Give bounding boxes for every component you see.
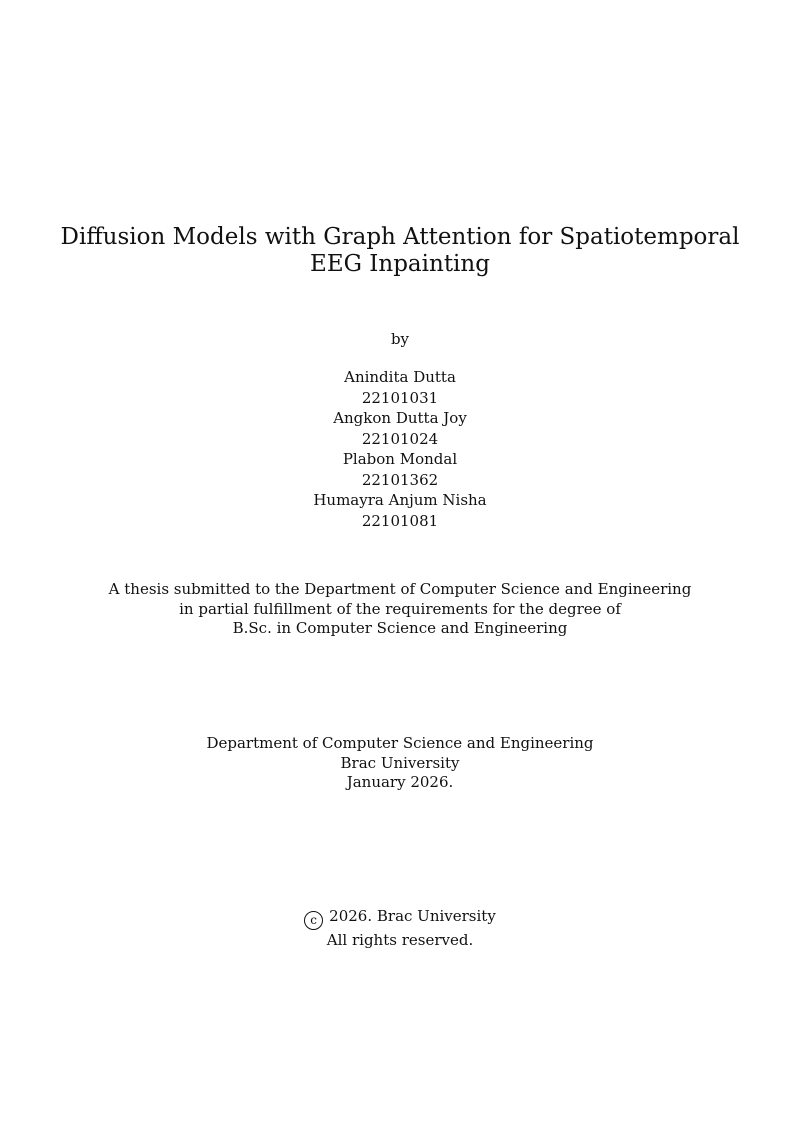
author-name: Humayra Anjum Nisha [313,491,487,509]
copyright-notice-line [0,906,800,930]
by-label: by [390,330,410,348]
copyright-notice: 2026. Brac University [329,907,496,925]
rights-reserved: All rights reserved. [326,931,474,949]
author-id: 22101362 [361,470,439,489]
department-name: Department of Computer Science and Engineering [206,734,594,752]
submission-line-1: A thesis submitted to the Department of Computer Science and Engineering [108,580,692,598]
author-name: Plabon Mondal [342,450,458,468]
university-name: Brac University [340,753,460,772]
submission-date: January 2026. [346,773,454,791]
thesis-title-line-1: Diffusion Models with Graph Attention for Spatiotemporal [60,224,740,250]
submission-line-3: B.Sc. in Computer Science and Engineering [232,619,568,637]
submission-statement [60,580,740,639]
copyright-icon: c [304,911,323,930]
author-id: 22101031 [361,388,439,407]
author-id: 22101081 [361,511,439,530]
author-name: Angkon Dutta Joy [333,409,467,427]
institution-block [0,734,800,793]
author-list [0,367,800,531]
thesis-title-line-2: EEG Inpainting [310,251,490,277]
copyright-block [0,906,800,951]
submission-line-2: in partial fulfillment of the requirements for the degree of [179,599,621,618]
thesis-title [60,224,740,278]
author-name: Anindita Dutta [344,368,456,386]
author-id: 22101024 [361,429,439,448]
